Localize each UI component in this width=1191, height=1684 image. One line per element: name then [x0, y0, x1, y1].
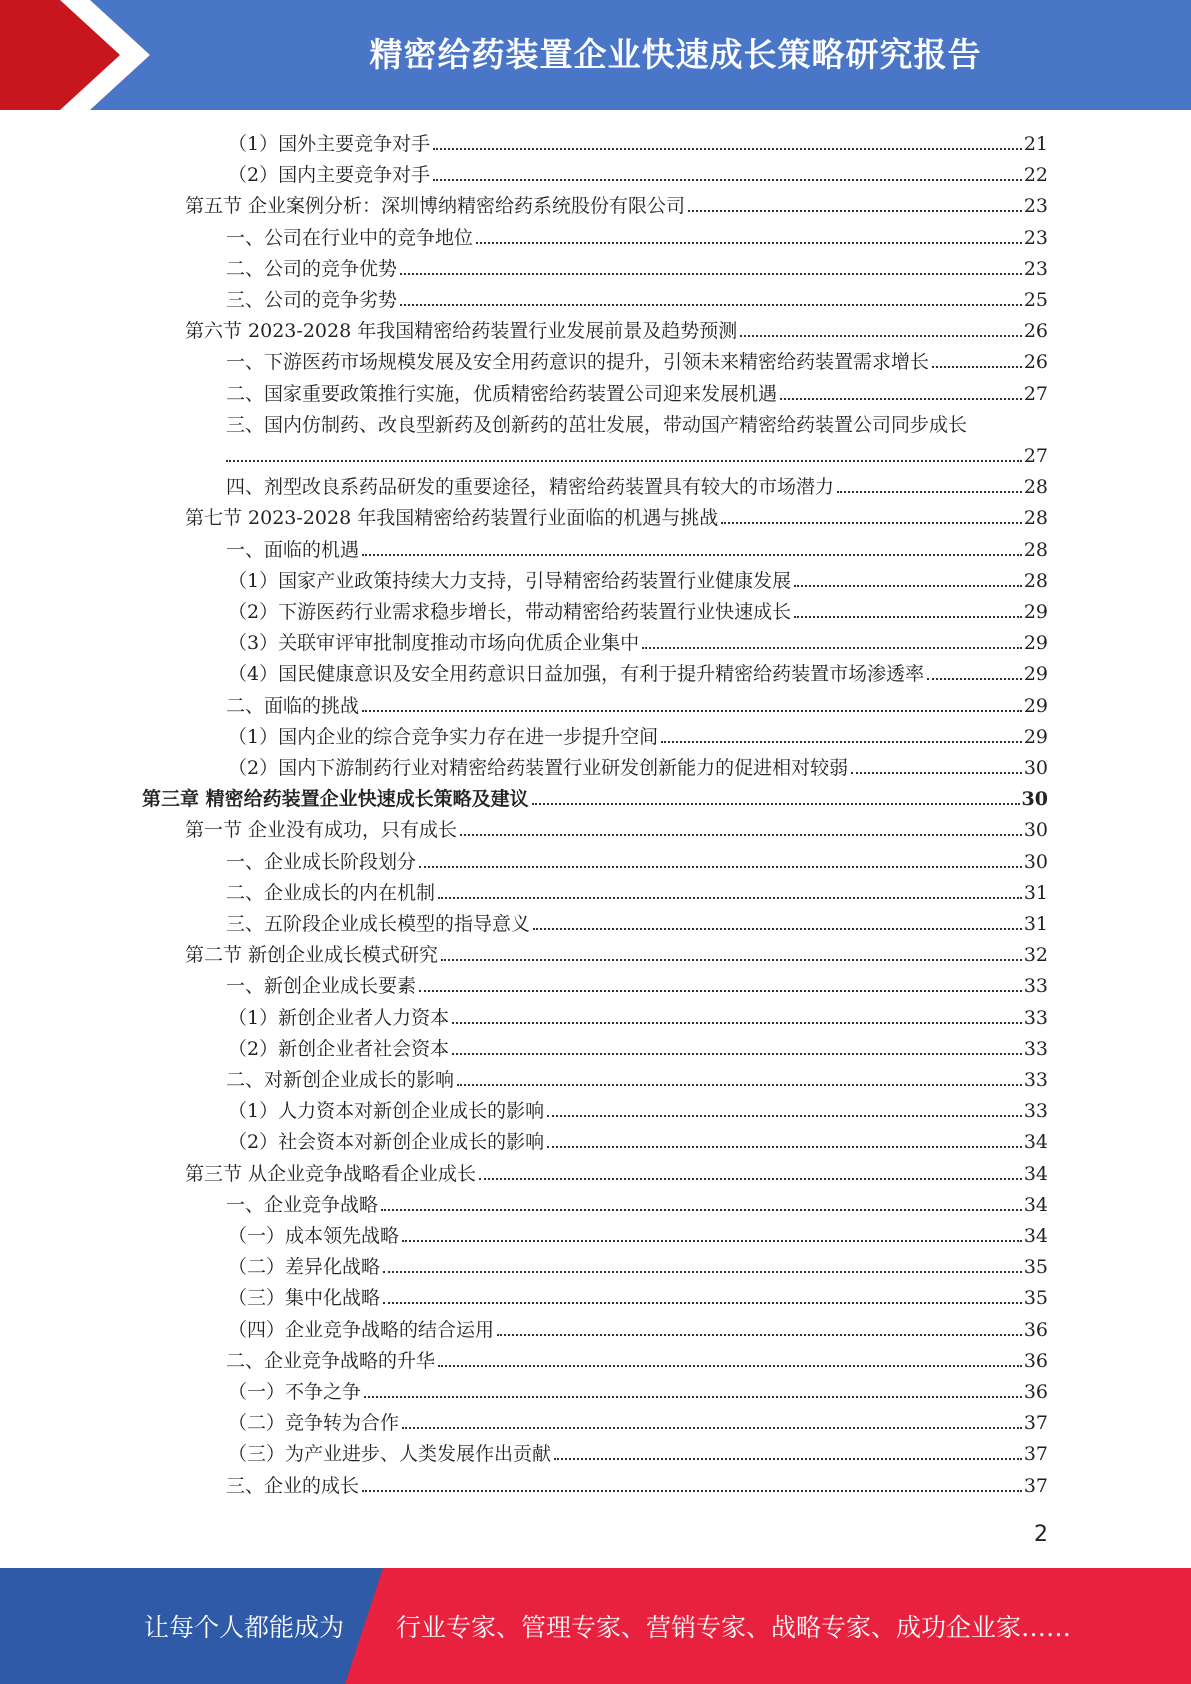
toc-entry[interactable]: [228, 1405, 1048, 1435]
toc-page-number: 30: [1021, 788, 1048, 811]
toc-entry[interactable]: [185, 812, 1048, 842]
toc-dot-leader: [479, 1178, 1022, 1180]
toc-entry[interactable]: [226, 844, 1048, 874]
toc-page-number: 31: [1023, 913, 1048, 935]
toc-page-number: 36: [1023, 1349, 1048, 1372]
toc-dot-leader: [438, 897, 1022, 899]
toc-entry[interactable]: [228, 563, 1048, 593]
toc-dot-leader: [794, 616, 1022, 618]
toc-entry[interactable]: [185, 937, 1048, 967]
toc-entry-title: （2）国内主要竞争对手: [228, 164, 431, 187]
toc-entry[interactable]: [185, 188, 1048, 218]
toc-page-number: 21: [1023, 133, 1048, 155]
toc-page-number: 33: [1023, 975, 1048, 998]
toc-page-number: 32: [1023, 944, 1048, 967]
toc-dot-leader: [780, 398, 1022, 400]
toc-dot-leader: [533, 928, 1022, 930]
toc-page-number: 23: [1023, 257, 1048, 280]
toc-page-number: 34: [1023, 1131, 1048, 1154]
footer-slogan-left: 让每个人都能成为: [144, 1613, 345, 1642]
toc-entry[interactable]: [228, 1124, 1048, 1154]
toc-entry-title: 二、对新创企业成长的影响: [226, 1069, 455, 1091]
toc-chapter-entry[interactable]: [142, 781, 1048, 811]
toc-entry[interactable]: [228, 157, 1048, 187]
toc-entry-title: （1）人力资本对新创企业成长的影响: [228, 1100, 545, 1123]
toc-entry-title: 三、国内仿制药、改良型新药及创新药的茁壮发展，带动国产精密给药装置公司同步成长: [226, 413, 968, 436]
toc-entry-title: （1）国内企业的综合竞争实力存在进一步提升空间: [228, 725, 659, 748]
toc-page-number: 35: [1023, 1287, 1048, 1310]
report-title: 精密给药装置企业快速成长策略研究报告: [369, 35, 982, 74]
toc-dot-leader: [433, 148, 1022, 150]
toc-entry-title: （1）新创企业者人力资本: [228, 1006, 450, 1029]
toc-dot-leader: [927, 678, 1022, 680]
page-header: [0, 0, 1191, 110]
toc-entry-title: （三）为产业进步、人类发展作出贡献: [228, 1443, 552, 1466]
toc-dot-leader: [433, 179, 1022, 181]
toc-dot-leader: [721, 522, 1022, 524]
toc-page-number: 29: [1023, 632, 1048, 655]
toc-dot-leader: [851, 772, 1022, 774]
toc-entry[interactable]: [228, 126, 1048, 156]
toc-entry[interactable]: [228, 594, 1048, 624]
toc-page-number: 29: [1023, 663, 1048, 686]
toc-dot-leader: [452, 1053, 1022, 1055]
toc-entry[interactable]: [228, 1000, 1048, 1030]
toc-dot-leader: [794, 585, 1022, 587]
toc-entry[interactable]: [228, 1031, 1048, 1061]
toc-entry-title: 二、企业成长的内在机制: [226, 881, 436, 904]
toc-entry-title: 第三节 从企业竞争战略看企业成长: [185, 1162, 477, 1185]
toc-entry[interactable]: [226, 282, 1048, 312]
toc-entry-title: （2）下游医药行业需求稳步增长，带动精密给药装置行业快速成长: [228, 601, 792, 623]
toc-page-number: 27: [1023, 445, 1048, 467]
toc-dot-leader: [383, 1302, 1022, 1304]
toc-entry[interactable]: [226, 220, 1048, 250]
toc-entry-title: 第五节 企业案例分析：深圳博纳精密给药系统股份有限公司: [185, 195, 686, 218]
toc-page-number: 34: [1023, 1193, 1048, 1216]
toc-page-number: 29: [1023, 725, 1048, 748]
toc-dot-leader: [438, 1365, 1022, 1367]
toc-entry[interactable]: [228, 1218, 1048, 1248]
toc-entry-title: （2）新创企业者社会资本: [228, 1037, 450, 1060]
toc-dot-leader: [400, 273, 1022, 275]
toc-dot-leader: [441, 959, 1022, 961]
toc-dot-leader: [452, 1022, 1022, 1024]
toc-dot-leader: [381, 1209, 1022, 1211]
toc-dot-leader: [497, 1334, 1022, 1336]
toc-dot-leader: [364, 1396, 1022, 1398]
toc-entry-title: 二、国家重要政策推行实施，优质精密给药装置公司迎来发展机遇: [226, 382, 778, 405]
toc-entry[interactable]: [185, 500, 1048, 530]
toc-entry-title: 一、企业成长阶段划分: [226, 850, 417, 873]
toc-page-number: 34: [1023, 1162, 1048, 1185]
toc-entry[interactable]: [226, 344, 1048, 374]
toc-dot-leader: [460, 834, 1022, 836]
toc-entry-title: 四、剂型改良系药品研发的重要途径，精密给药装置具有较大的市场潜力: [226, 476, 835, 499]
toc-dot-leader: [383, 1271, 1022, 1273]
toc-entry-title: 第三章 精密给药装置企业快速成长策略及建议: [142, 788, 529, 811]
toc-entry[interactable]: [228, 719, 1048, 749]
toc-dot-leader: [642, 647, 1022, 649]
toc-page-number: 36: [1023, 1318, 1048, 1341]
toc-page-number: 33: [1023, 1037, 1048, 1060]
toc-entry[interactable]: [228, 1280, 1048, 1310]
toc-entry[interactable]: [226, 469, 1048, 499]
toc-entry[interactable]: [226, 407, 1048, 437]
toc-entry-title: （二）差异化战略: [228, 1256, 381, 1279]
toc-page-number: 23: [1023, 195, 1048, 218]
footer-slogan-right: 行业专家、管理专家、营销专家、战略专家、成功企业家……: [396, 1613, 1072, 1642]
toc-dot-leader: [419, 866, 1022, 868]
toc-entry-title: 一、面临的机遇: [226, 538, 360, 561]
toc-entry[interactable]: [226, 1343, 1048, 1373]
toc-entry[interactable]: [228, 625, 1048, 655]
toc-dot-leader: [932, 366, 1022, 368]
toc-entry[interactable]: [228, 1436, 1048, 1466]
toc-dot-leader: [457, 1084, 1022, 1086]
toc-entry-title: 第七节 2023-2028 年我国精密给药装置行业面临的机遇与挑战: [185, 507, 719, 530]
toc-entry-title: 三、企业的成长: [226, 1474, 360, 1497]
toc-dot-leader: [402, 1427, 1022, 1429]
toc-entry[interactable]: [226, 251, 1048, 281]
toc-dot-leader: [554, 1458, 1022, 1460]
toc-entry-title: 一、企业竞争战略: [226, 1193, 379, 1216]
toc-dot-leader: [740, 335, 1022, 337]
toc-entry-continuation[interactable]: [226, 438, 1048, 468]
toc-entry-title: 第一节 企业没有成功，只有成长: [185, 819, 458, 842]
toc-entry-title: （三）集中化战略: [228, 1287, 381, 1310]
toc-dot-leader: [362, 1490, 1022, 1492]
page-footer: [0, 1568, 1191, 1684]
toc-entry[interactable]: [226, 1062, 1048, 1092]
toc-entry[interactable]: [226, 532, 1048, 562]
toc-page-number: 26: [1023, 351, 1048, 374]
toc-entry[interactable]: [228, 656, 1048, 686]
toc-page-number: 26: [1023, 320, 1048, 343]
toc-entry-title: （一）成本领先战略: [228, 1225, 400, 1247]
toc-entry[interactable]: [226, 688, 1048, 718]
toc-entry-title: （一）不争之争: [228, 1381, 362, 1403]
toc-dot-leader: [476, 242, 1022, 244]
toc-page-number: 28: [1023, 538, 1048, 561]
toc-dot-leader: [532, 803, 1020, 805]
toc-page-number: 29: [1023, 601, 1048, 623]
toc-page-number: 23: [1023, 226, 1048, 249]
toc-page-number: 37: [1023, 1474, 1048, 1497]
toc-page-number: 28: [1023, 569, 1048, 592]
toc-page-number: 34: [1023, 1225, 1048, 1247]
toc-page-number: 29: [1023, 694, 1048, 717]
toc-entry-title: 第二节 新创企业成长模式研究: [185, 944, 439, 967]
toc-entry-title: 二、面临的挑战: [226, 694, 360, 717]
toc-entry[interactable]: [228, 1249, 1048, 1279]
toc-page-number: 35: [1023, 1256, 1048, 1279]
toc-dot-leader: [362, 710, 1022, 712]
toc-entry[interactable]: [228, 1374, 1048, 1404]
toc-page-number: 33: [1023, 1100, 1048, 1123]
toc-page-number: 33: [1023, 1006, 1048, 1029]
toc-page-number: 37: [1023, 1412, 1048, 1435]
toc-entry-title: （二）竞争转为合作: [228, 1412, 400, 1435]
toc-page-number: 30: [1023, 819, 1048, 842]
toc-page-number: 36: [1023, 1381, 1048, 1403]
toc-dot-leader: [688, 210, 1022, 212]
toc-entry-title: （2）国内下游制药行业对精密给药装置行业研发创新能力的促进相对较弱: [228, 757, 849, 779]
toc-page-number: 33: [1023, 1069, 1048, 1091]
toc-entry[interactable]: [226, 1468, 1048, 1498]
toc-page-number: 28: [1023, 476, 1048, 499]
toc-entry[interactable]: [228, 1312, 1048, 1342]
toc-entry-title: （四）企业竞争战略的结合运用: [228, 1318, 495, 1341]
toc-entry[interactable]: [185, 313, 1048, 343]
toc-entry[interactable]: [226, 1187, 1048, 1217]
toc-dot-leader: [362, 554, 1022, 556]
toc-dot-leader: [661, 741, 1022, 743]
toc-entry[interactable]: [185, 1156, 1048, 1186]
toc-page-number: 27: [1023, 382, 1048, 405]
toc-page-number: 22: [1023, 164, 1048, 187]
toc-dot-leader: [547, 1115, 1022, 1117]
toc-page-number: 37: [1023, 1443, 1048, 1466]
toc-entry[interactable]: [226, 875, 1048, 905]
toc-entry[interactable]: [226, 376, 1048, 406]
toc-entry-title: （3）关联审评审批制度推动市场向优质企业集中: [228, 632, 640, 655]
toc-page-number: 31: [1023, 881, 1048, 904]
toc-page-number: 25: [1023, 289, 1048, 311]
toc-entry[interactable]: [228, 1093, 1048, 1123]
toc-entry[interactable]: [226, 906, 1048, 936]
toc-entry-title: 二、企业竞争战略的升华: [226, 1349, 436, 1372]
toc-dot-leader: [402, 1240, 1022, 1242]
toc-page-number: 28: [1023, 507, 1048, 530]
toc-entry-title: （1）国外主要竞争对手: [228, 133, 431, 155]
toc-entry[interactable]: [226, 968, 1048, 998]
toc-dot-leader: [419, 990, 1022, 992]
toc-dot-leader: [837, 491, 1022, 493]
toc-dot-leader: [547, 1146, 1022, 1148]
toc-dot-leader: [226, 460, 1022, 462]
toc-entry-title: （1）国家产业政策持续大力支持，引导精密给药装置行业健康发展: [228, 569, 792, 592]
toc-entry-title: 一、公司在行业中的竞争地位: [226, 226, 474, 249]
toc-entry-title: 第六节 2023-2028 年我国精密给药装置行业发展前景及趋势预测: [185, 320, 738, 343]
toc-entry[interactable]: [228, 750, 1048, 780]
page-number: 2: [1034, 1522, 1048, 1547]
toc-entry-title: （4）国民健康意识及安全用药意识日益加强，有利于提升精密给药装置市场渗透率: [228, 663, 925, 686]
toc-entry-title: （2）社会资本对新创企业成长的影响: [228, 1131, 545, 1154]
toc-page-number: 30: [1023, 850, 1048, 873]
toc-entry-title: 三、五阶段企业成长模型的指导意义: [226, 913, 531, 935]
toc-page-number: 30: [1023, 757, 1048, 779]
toc-entry-title: 二、公司的竞争优势: [226, 257, 398, 280]
toc-entry-title: 三、公司的竞争劣势: [226, 289, 398, 311]
toc-dot-leader: [400, 304, 1022, 306]
toc-entry-title: 一、新创企业成长要素: [226, 975, 417, 998]
toc-entry-title: 一、下游医药市场规模发展及安全用药意识的提升，引领未来精密给药装置需求增长: [226, 351, 930, 374]
